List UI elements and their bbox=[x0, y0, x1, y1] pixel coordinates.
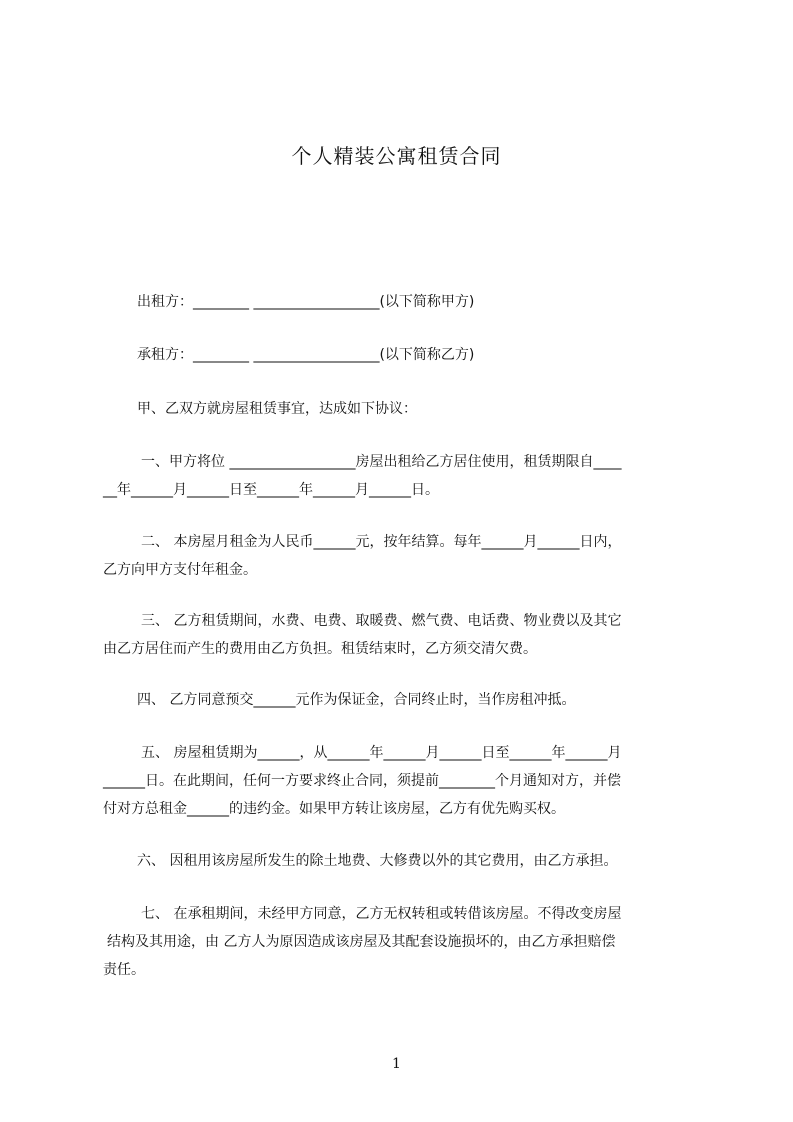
clause-3-line-1: 三、 乙方租赁期间，水费、电费、取暖费、燃气费、电话费、物业费以及其它 bbox=[141, 613, 622, 629]
clause-3-line-2: 由乙方居住而产生的费用由乙方负担。租赁结束时，乙方须交清欠费。 bbox=[103, 641, 537, 657]
lessor-line: 出租方：________ __________________(以下简称甲方) bbox=[137, 294, 475, 310]
clause-2-line-2: 乙方向甲方支付年租金。 bbox=[103, 562, 257, 578]
clause-4-line-1: 四、 乙方同意预交______元作为保证金，合同终止时，当作房租冲抵。 bbox=[137, 692, 576, 708]
clause-1-line-1: 一、甲方将位 __________________房屋出租给乙方居住使用，租赁期限自____ bbox=[141, 454, 622, 470]
clause-7-line-2: 结构及其用途，由 乙方人为原因造成该房屋及其配套设施损坏的，由乙方承担赔偿 bbox=[107, 934, 616, 950]
lessee-line: 承租方：________ __________________(以下简称乙方) bbox=[137, 347, 475, 363]
clause-7-line-3: 责任。 bbox=[103, 962, 145, 978]
clause-6-line-1: 六、 因租用该房屋所发生的除土地费、大修费以外的其它费用，由乙方承担。 bbox=[137, 853, 618, 869]
clause-1-line-2: __年______月______日至______年______月______日。 bbox=[103, 482, 439, 498]
page-number: 1 bbox=[392, 1056, 401, 1072]
clause-5-line-3: 付对方总租金______的违约金。如果甲方转让该房屋，乙方有优先购买权。 bbox=[103, 801, 565, 817]
clause-5-line-2: ______日。在此期间，任何一方要求终止合同，须提前________个月通知对方，并偿 bbox=[103, 773, 621, 789]
document-title: 个人精装公寓租赁合同 bbox=[291, 144, 502, 168]
intro-line: 甲、乙双方就房屋租赁事宜，达成如下协议： bbox=[137, 401, 417, 417]
clause-5-line-1: 五、 房屋租赁期为______，从______年______月______日至______年______月 bbox=[141, 745, 622, 761]
clause-2-line-1: 二、 本房屋月租金为人民币______元，按年结算。每年______月______日内， bbox=[141, 534, 622, 550]
clause-7-line-1: 七、 在承租期间，未经甲方同意，乙方无权转租或转借该房屋。不得改变房屋 bbox=[141, 906, 622, 922]
